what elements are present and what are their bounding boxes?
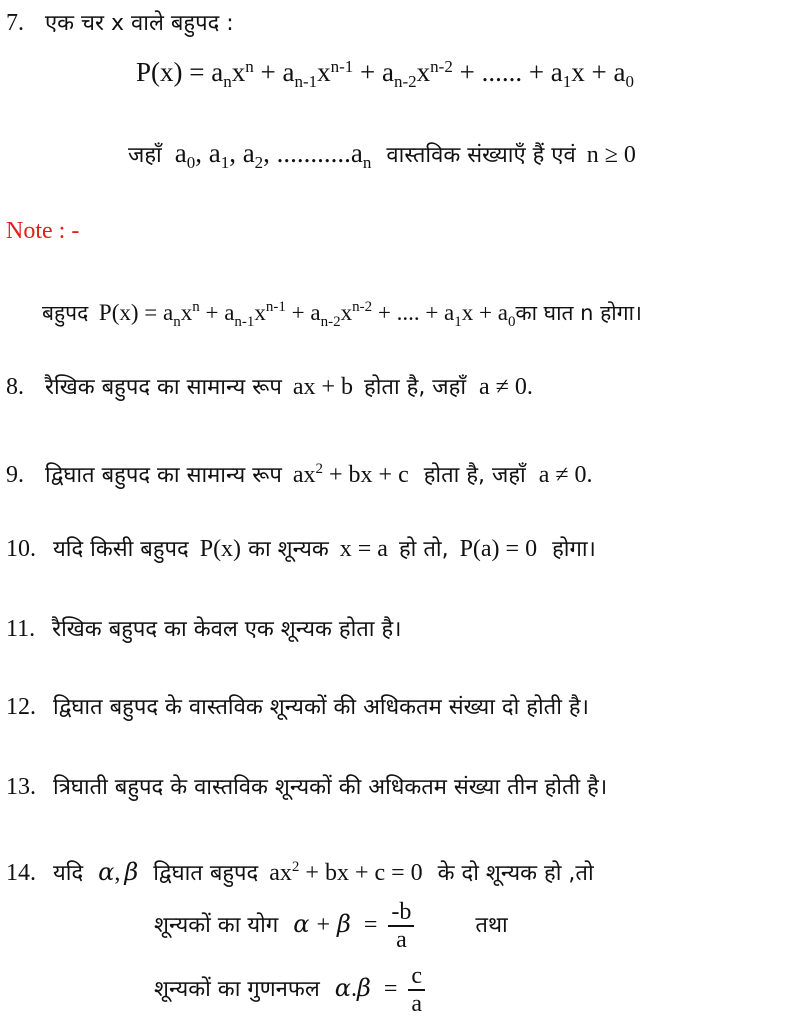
item-9: 9. द्विघात बहुपद का सामान्य रूप $ax^2$ + bx + c होता है, जहाँ a ≠ 0. [6, 461, 593, 488]
sum-fraction: $\frac{-b}{a}$ [388, 899, 414, 953]
note-degree-statement: बहुपद $P(x) = a_nx^n + a_{n-1}x^{n-1} + a_{n-2}x^{n-2}$ + .... + $a_1x$ + $a_0का$ घात n होगा। [42, 299, 642, 330]
item-7-heading [6, 8, 234, 39]
sum-of-zeroes: शून्यकों का योग α + β = $\frac{-b}{a}$ तथा [154, 899, 508, 953]
coefficient-condition: जहाँ $a_0$, $a_1$, $a_2$, $...........a_n$ वास्तविक संख्याएँ हैं एवं n ≥ 0 [128, 138, 636, 172]
item-number: 7. [6, 10, 24, 36]
product-of-zeroes: शून्यकों का गुणनफल α.β = $\frac{c}{a}$ [154, 960, 429, 1020]
note-label: Note : - [6, 218, 80, 244]
product-fraction: $\frac{c}{a}$ [408, 963, 425, 1017]
polynomial-general-formula: $P(x) = a_nx^n + a_{n-1}x^{n-1} + a_{n-2}x^{n-2}$ + ...... + $a_1x + a_0$ [136, 57, 635, 91]
item-13: 13. त्रिघाती बहुपद के वास्तविक शून्यकों की अधिकतम संख्या तीन होती है। [6, 774, 608, 800]
item-11: 11. रैखिक बहुपद का केवल एक शून्यक होता है। [6, 616, 402, 642]
item-8: 8. रैखिक बहुपद का सामान्य रूप ax + b होता है, जहाँ a ≠ 0. [6, 374, 533, 400]
item-text: एक चर x वाले बहुपद : [45, 11, 234, 36]
item-10: 10. यदि किसी बहुपद P(x) का शून्यक x = a हो तो, P(a) = 0 होगा। [6, 536, 596, 562]
item-14: 14. यदि α, β द्विघात बहुपद $ax^2$ + bx + c = 0 के दो शून्यक हो ,तो [6, 858, 594, 886]
item-12: 12. द्विघात बहुपद के वास्तविक शून्यकों की अधिकतम संख्या दो होती है। [6, 694, 589, 720]
